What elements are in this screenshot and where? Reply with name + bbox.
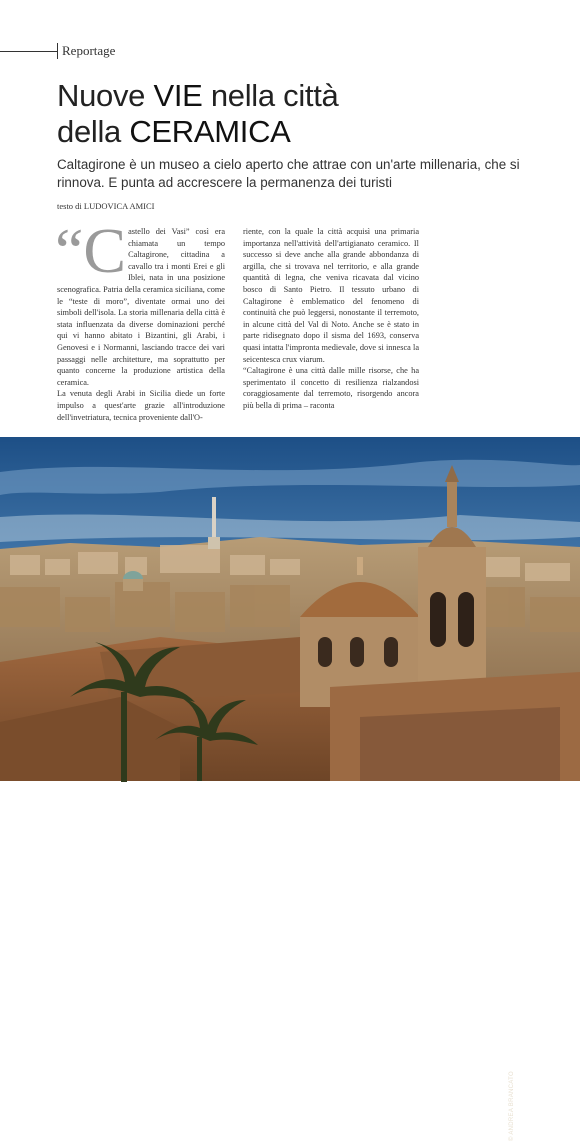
title-line1-c: nella città	[202, 78, 339, 113]
body-column-2	[243, 226, 419, 412]
drop-cap: “C	[55, 215, 127, 286]
byline: testo di LUDOVICA AMICI	[57, 201, 155, 211]
paragraph: astello dei Vasi” così era chiamata un tempo Caltagirone, cittadina a cavallo tra i monti Erei e gli Iblei, nata in una posizione scenografica. Patria della ceramica siciliana, come le “teste di moro”, diventate ormai uno dei simboli dell'isola. La storia millenaria della città è stata influenzata da diverse dominazioni perché qui vi hanno abitato i Bizantini, gli Arabi, i Genovesi e i Normanni, lasciando tracce dei vari passaggi nelle architetture, ma soprattutto per quanto concerne la produzione artistica della ceramica.	[57, 227, 225, 387]
header-rule	[0, 51, 58, 52]
page-title	[57, 78, 339, 150]
city-photo	[0, 437, 580, 1141]
city-photo-illustration	[0, 437, 580, 781]
paragraph: “Caltagirone è una città dalle mille risorse, che ha sperimentato il concetto di resilienza rialzandosi coraggiosamente dal terremoto, risorgendo ancora più bella di prima – raconta	[243, 366, 419, 410]
photo-credit: © ANDREA BRANCATO	[509, 1071, 515, 1141]
section-label: Reportage	[57, 43, 115, 59]
paragraph: La venuta degli Arabi in Sicilia diede un forte impulso a quest'arte grazie all'introduzione dell'invetriatura, tecnica proveniente dall'O-	[57, 389, 225, 422]
title-line1-a: Nuove	[57, 78, 154, 113]
paragraph: riente, con la quale la città acquisì una primaria importanza nell'attività dell'artigianato ceramico. Il successo si deve anche alla grande abbondanza di argilla, che si trovava nel territorio, e alla grande quantità di legna, che veniva ricavata dal vicino bosco di Santo Pietro. Il tessuto urbano di Caltagirone è emblematico del fenomeno di continuità che può leggersi, nonostante il terremoto, in alcune città del Val di Noto. Anche se è stato in parte ridisegnato dopo il sisma del 1693, conserva quasi intatta l'impronta medievale, dove si innesca la seicentesca crux viarum.	[243, 227, 419, 364]
title-line1-b: VIE	[153, 78, 203, 113]
title-line2-a: della	[57, 114, 130, 149]
title-line2-b: CERAMICA	[129, 114, 291, 149]
subtitle: Caltagirone è un museo a cielo aperto che attrae con un'arte millenaria, che si rinnova. E punta ad accrescere la permanenza dei turisti	[57, 157, 520, 190]
body-column-1	[55, 215, 225, 423]
